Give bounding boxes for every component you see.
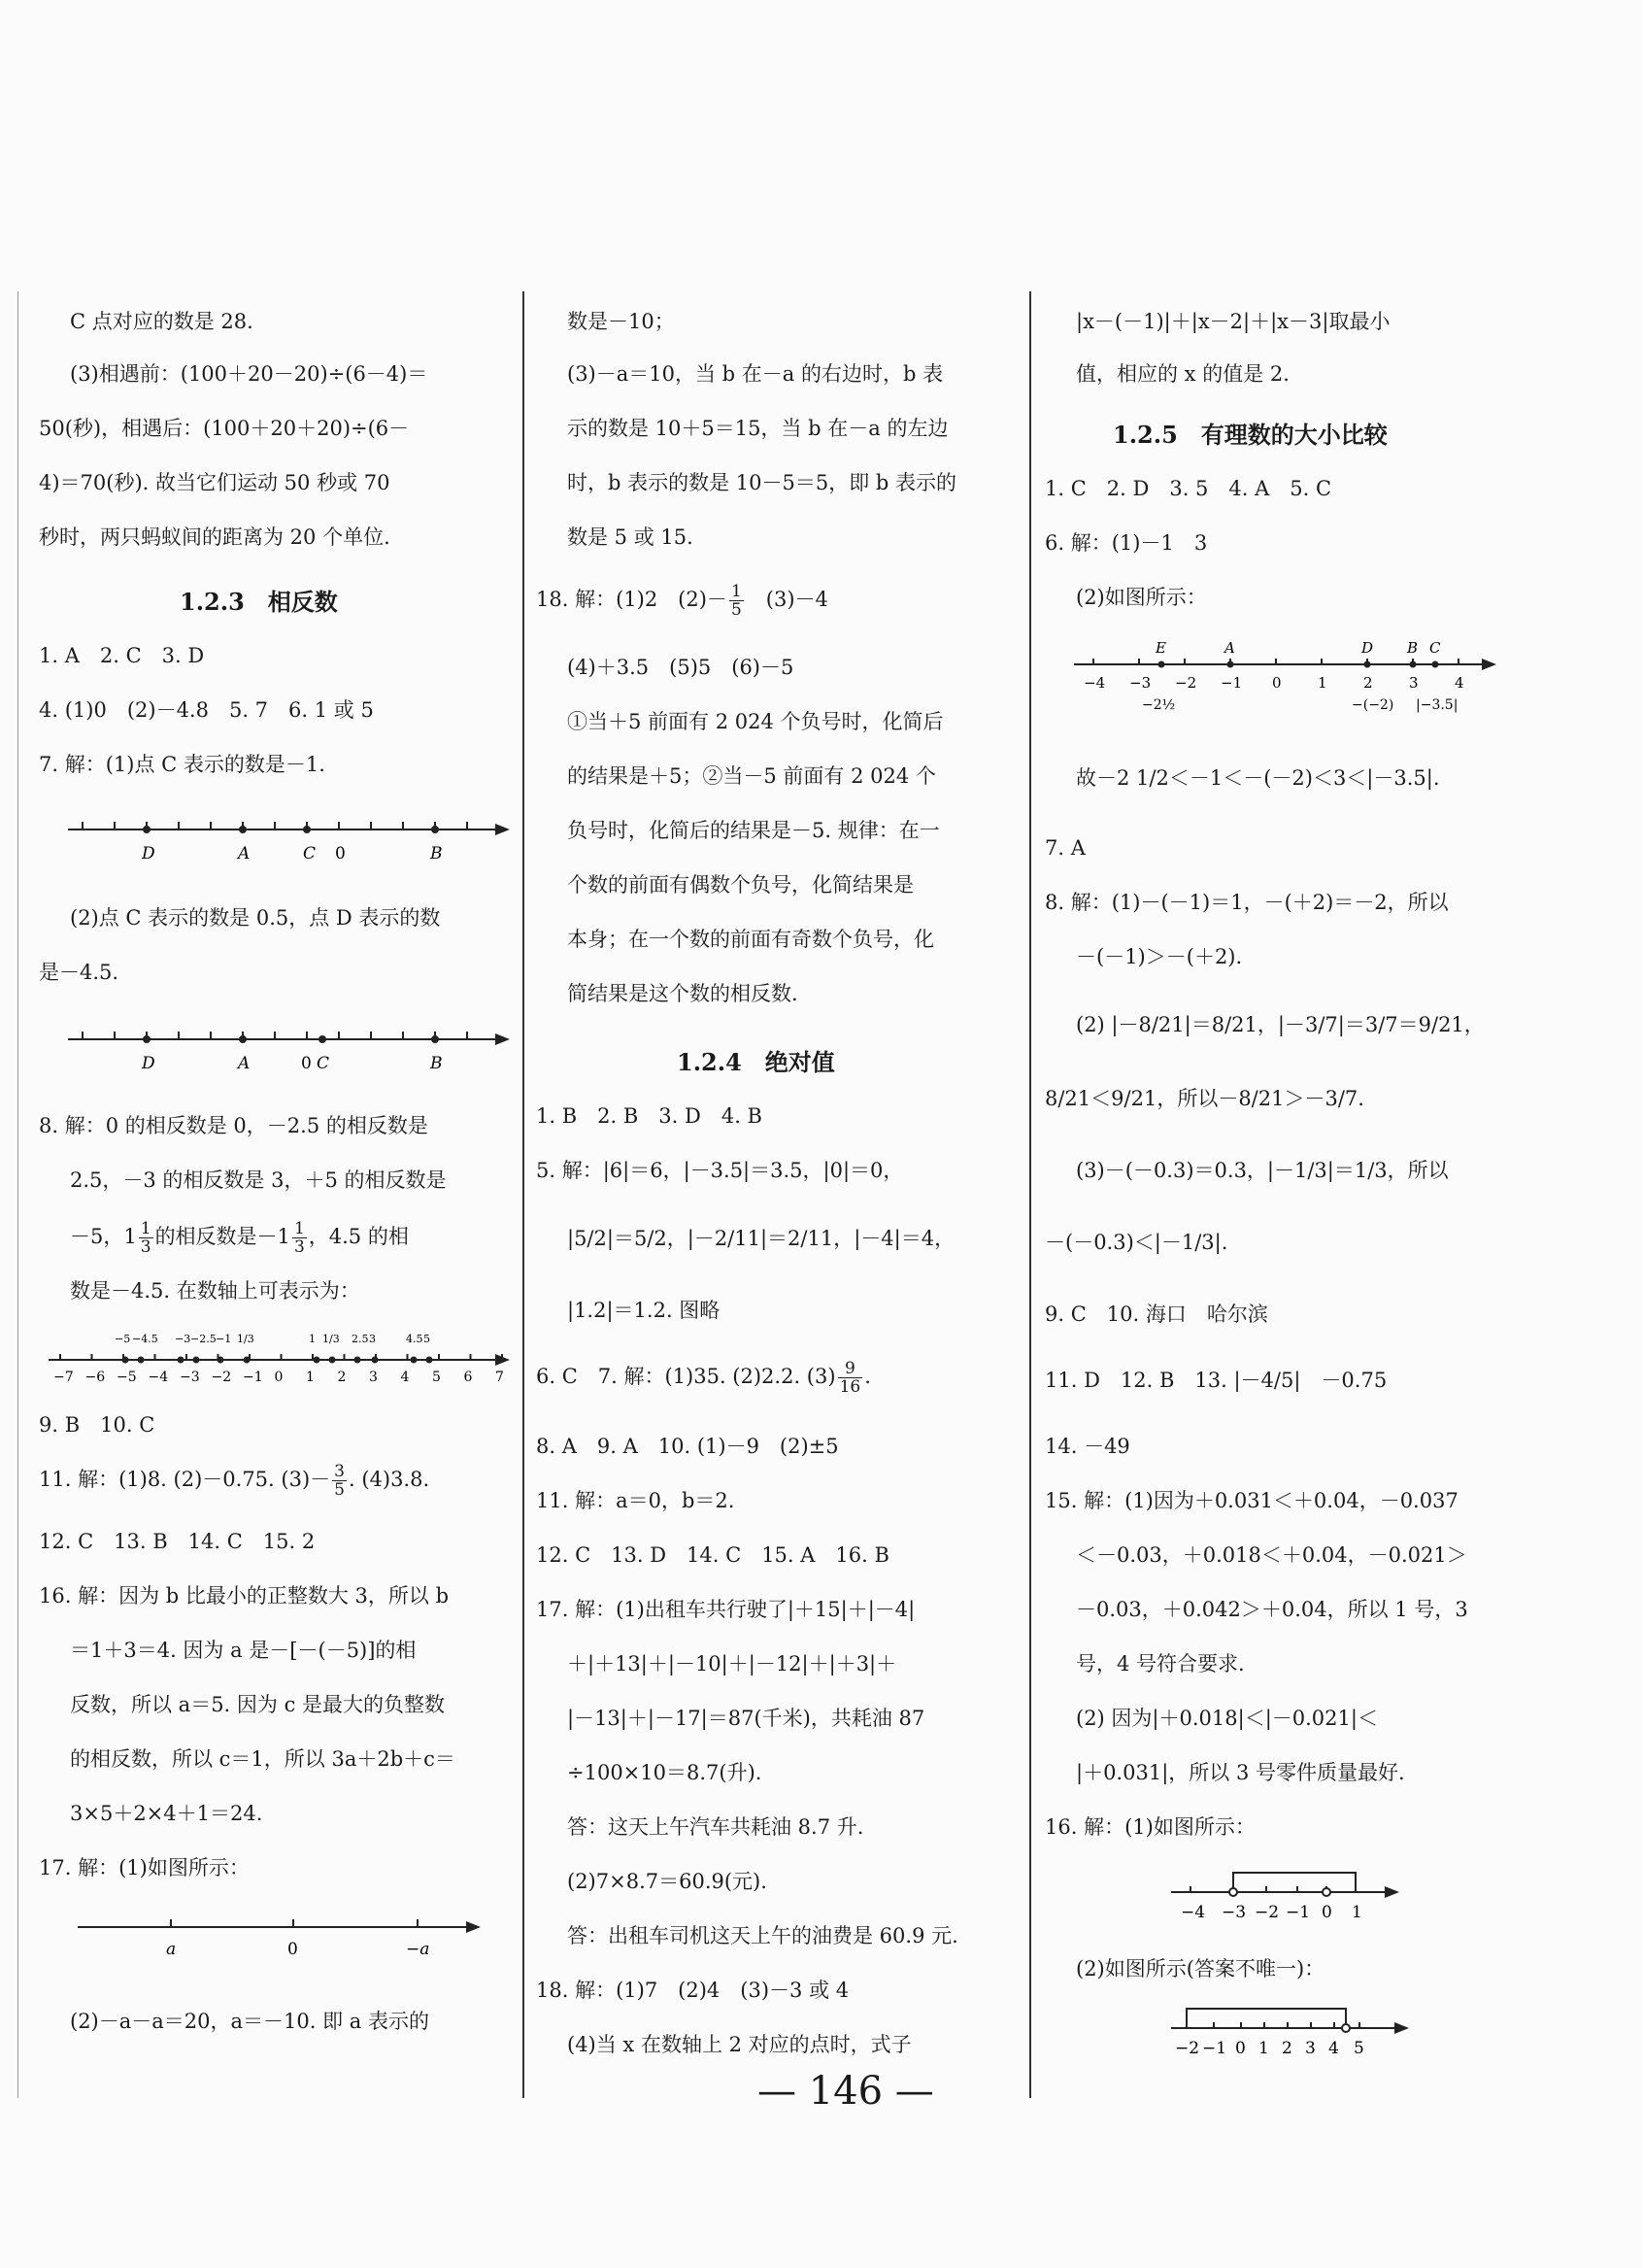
text-line: 9. B 10. C	[39, 1413, 155, 1437]
text-line: 14. －49	[1045, 1435, 1130, 1458]
point-label: 1/3	[237, 1333, 254, 1345]
text-line: (2)点 C 表示的数是 0.5，点 D 表示的数	[70, 906, 441, 930]
text-line: 1. A 2. C 3. D	[39, 644, 205, 667]
text-line: 11. D 12. B 13. |－4/5| －0.75	[1045, 1369, 1388, 1392]
text-line: 答：这天上午汽车共耗油 8.7 升.	[567, 1815, 864, 1839]
page-number: — 146 —	[757, 2069, 934, 2114]
text-line: 秒时，两只蚂蚁间的距离为 20 个单位.	[39, 525, 390, 549]
point-label: B	[1407, 639, 1419, 657]
point-label: 3	[369, 1333, 376, 1345]
point-label: C	[1429, 639, 1441, 657]
column-divider	[522, 291, 524, 2098]
tick-label: 4	[400, 1370, 410, 1385]
text-line: －0.03，＋0.042＞＋0.04，所以 1 号，3	[1076, 1598, 1468, 1621]
tick-label: −5	[117, 1370, 137, 1385]
text-line: 12. C 13. B 14. C 15. 2	[39, 1530, 316, 1553]
point-label: −3	[175, 1333, 191, 1345]
text-line: (4)当 x 在数轴上 2 对应的点时，式子	[567, 2033, 912, 2056]
number-line	[68, 806, 524, 874]
text-line: |1.2|＝1.2. 图略	[567, 1299, 721, 1322]
fraction: $\frac{1}{5}$	[730, 582, 742, 620]
tick-label: −1	[1202, 2039, 1227, 2058]
tick-label: 0	[301, 1054, 312, 1073]
tick-label: 5	[432, 1370, 441, 1385]
text-line: 故－2 1/2＜－1＜－(－2)＜3＜|－3.5|.	[1076, 766, 1440, 790]
tick-label: 1	[1352, 1903, 1362, 1922]
text-line: 示的数是 10＋5＝15，当 b 在－a 的左边	[567, 417, 949, 440]
text-line: ＝1＋3＝4. 因为 a 是－[－(－5)]的相	[70, 1639, 417, 1662]
text-line: 8. 解：(1)－(－1)＝1，－(＋2)＝－2，所以	[1045, 891, 1449, 914]
point-label: −5	[115, 1333, 131, 1345]
text-line: 11. 解：a＝0，b＝2.	[536, 1489, 735, 1512]
text-line: 12. C 13. D 14. C 15. A 16. B	[536, 1543, 889, 1567]
section-heading: 1.2.3 相反数	[180, 588, 338, 616]
text-line: 7. A	[1045, 836, 1086, 860]
tick-label: C	[317, 1054, 330, 1073]
tick-label: C	[303, 844, 317, 863]
text-line: 50(秒)，相遇后：(100＋20＋20)÷(6－	[39, 417, 410, 440]
text-line: 9. C 10. 海口 哈尔滨	[1045, 1303, 1268, 1326]
text-line: (3)－a＝10，当 b 在－a 的右边时，b 表	[567, 362, 944, 386]
point-label: 2.5	[352, 1333, 369, 1345]
tick-label: −a	[406, 1940, 430, 1959]
tick-label: A	[238, 1054, 251, 1073]
text-line: ①当＋5 前面有 2 024 个负号时，化简后	[567, 710, 944, 733]
text-line: 8. A 9. A 10. (1)－9 (2)±5	[536, 1435, 839, 1458]
tick-label: 2	[1282, 2039, 1292, 2058]
tick-label: 2	[1363, 674, 1373, 692]
text-line: 17. 解：(1)出租车共行驶了|＋15|＋|－4|	[536, 1598, 916, 1621]
point-label: −2½	[1142, 697, 1176, 713]
text-line: 的相反数，所以 c＝1，所以 3a＋2b＋c＝	[70, 1747, 455, 1771]
section-heading: 1.2.5 有理数的大小比较	[1113, 421, 1388, 449]
number-line	[39, 1325, 524, 1403]
text-line: (2) |－8/21|＝8/21，|－3/7|＝3/7＝9/21，	[1076, 1013, 1485, 1036]
tick-label: −2	[211, 1370, 232, 1385]
tick-label: −6	[84, 1370, 106, 1385]
tick-label: 0	[1322, 1903, 1332, 1922]
text-line: 个数的前面有偶数个负号，化简结果是	[567, 873, 914, 897]
tick-label: A	[238, 844, 251, 863]
point-label: 4.5	[406, 1333, 423, 1345]
tick-label: −3	[180, 1370, 200, 1385]
tick-label: B	[430, 844, 443, 863]
text-line: 6. 解：(1)－1 3	[1045, 531, 1208, 555]
text-line: 16. 解：因为 b 比最小的正整数大 3，所以 b	[39, 1584, 450, 1608]
tick-label: 3	[1305, 2039, 1316, 2058]
fraction: $\frac{1}{3}$	[293, 1219, 305, 1257]
text-line: |x－(－1)|＋|x－2|＋|x－3|取最小	[1076, 310, 1391, 333]
text-line: 答：出租车司机这天上午的油费是 60.9 元.	[567, 1924, 958, 1947]
tick-label: 0	[287, 1940, 298, 1959]
tick-label: −1	[243, 1370, 263, 1385]
text-line: (3)－(－0.3)＝0.3，|－1/3|＝1/3，所以	[1076, 1159, 1449, 1182]
text-line: |5/2|＝5/2，|－2/11|＝2/11，|－4|＝4，	[567, 1227, 956, 1250]
tick-label: 4	[1455, 674, 1464, 692]
text-line: (2)如图所示(答案不唯一)：	[1076, 1957, 1325, 1980]
text-line: (2) 因为|＋0.018|＜|－0.021|＜	[1076, 1707, 1378, 1730]
tick-label: 4	[1328, 2039, 1339, 2058]
text-line: 本身；在一个数的前面有奇数个负号，化	[567, 928, 934, 951]
number-line	[1074, 631, 1501, 738]
text-line: 8. 解：0 的相反数是 0，－2.5 的相反数是	[39, 1114, 428, 1137]
point-label: E	[1156, 639, 1166, 657]
text-line: 1. B 2. B 3. D 4. B	[536, 1104, 762, 1128]
text-line: 负号时，化简后的结果是－5. 规律：在一	[567, 819, 940, 842]
tick-label: 5	[1354, 2039, 1364, 2058]
text-line: (2)7×8.7＝60.9(元).	[567, 1870, 767, 1893]
text-line: 号，4 号符合要求.	[1076, 1652, 1245, 1676]
point-label: −1	[216, 1333, 232, 1345]
tick-label: −3	[1222, 1903, 1247, 1922]
point-label: 1	[309, 1333, 316, 1345]
text-line: 8/21＜9/21，所以－8/21＞－3/7.	[1045, 1087, 1364, 1110]
text-line: ÷100×10＝8.7(升).	[567, 1761, 762, 1784]
tick-label: D	[142, 844, 155, 863]
tick-label: 1	[1258, 2039, 1269, 2058]
fraction: $\frac{3}{5}$	[334, 1462, 345, 1500]
point-label: 5	[423, 1333, 430, 1345]
tick-label: −4	[148, 1370, 169, 1385]
text-line: 6. C 7. 解：(1)35. (2)2.2. (3) $\frac{9}{16}$ .	[536, 1359, 871, 1397]
number-line	[78, 1908, 524, 1966]
tick-label: B	[430, 1054, 443, 1073]
text-line: 16. 解：(1)如图所示：	[1045, 1815, 1256, 1839]
text-line: 4)＝70(秒). 故当它们运动 50 秒或 70	[39, 471, 390, 494]
tick-label: D	[142, 1054, 155, 1073]
text-line: 数是－4.5. 在数轴上可表示为：	[70, 1279, 360, 1303]
point-label: −4.5	[132, 1333, 158, 1345]
text-line: －5，1 $\frac{1}{3}$ 的相反数是－1 $\frac{1}{3}$ ，4.5 的相	[70, 1219, 409, 1257]
text-line: 简结果是这个数的相反数.	[567, 982, 798, 1005]
point-label: 1/3	[322, 1333, 340, 1345]
text-line: 17. 解：(1)如图所示：	[39, 1856, 250, 1879]
point-label: A	[1224, 639, 1235, 657]
number-line	[68, 1016, 524, 1084]
text-line: 值，相应的 x 的值是 2.	[1076, 362, 1290, 386]
text-line: 2.5，－3 的相反数是 3，＋5 的相反数是	[70, 1168, 447, 1192]
tick-label: 2	[337, 1370, 347, 1385]
page-left-edge	[17, 291, 18, 2098]
text-line: |－13|＋|－17|＝87(千米)，共耗油 87	[567, 1707, 925, 1730]
tick-label: a	[166, 1940, 177, 1959]
tick-label: 1	[306, 1370, 315, 1385]
text-line: 15. 解：(1)因为＋0.031＜＋0.04，－0.037	[1045, 1489, 1459, 1512]
fraction: $\frac{9}{16}$	[839, 1359, 861, 1397]
text-line: 反数，所以 a＝5. 因为 c 是最大的负整数	[70, 1693, 446, 1716]
text-line: 3×5＋2×4＋1＝24.	[70, 1802, 263, 1825]
tick-label: −1	[1221, 674, 1243, 692]
tick-label: −2	[1175, 674, 1197, 692]
text-line: |＋0.031|，所以 3 号零件质量最好.	[1076, 1761, 1405, 1784]
point-label: D	[1361, 639, 1374, 657]
tick-label: 0	[274, 1370, 284, 1385]
tick-label: −4	[1181, 1903, 1206, 1922]
number-line	[1171, 1865, 1482, 1933]
tick-label: 0	[1235, 2039, 1246, 2058]
text-line: ＜－0.03，＋0.018＜＋0.04，－0.021＞	[1076, 1543, 1467, 1567]
text-line: 5. 解：|6|＝6，|－3.5|＝3.5，|0|＝0，	[536, 1159, 904, 1182]
text-line: 是－4.5.	[39, 961, 119, 984]
tick-label: 3	[369, 1370, 378, 1385]
text-line: 7. 解：(1)点 C 表示的数是－1.	[39, 753, 325, 776]
tick-label: 0	[1272, 674, 1282, 692]
text-line: (3)相遇前：(100＋20－20)÷(6－4)＝	[70, 362, 428, 386]
tick-label: −2	[1255, 1903, 1280, 1922]
tick-label: 0	[335, 844, 346, 863]
text-line: (2)－a－a＝20，a＝－10. 即 a 表示的	[70, 2010, 429, 2033]
point-label: −(−2)	[1352, 697, 1394, 713]
column-divider	[1029, 291, 1031, 2098]
tick-label: 1	[1318, 674, 1327, 692]
tick-label: 6	[463, 1370, 473, 1385]
point-label: |−3.5|	[1416, 697, 1459, 713]
number-line	[1171, 2001, 1482, 2069]
tick-label: 7	[495, 1370, 504, 1385]
text-line: 数是－10；	[567, 310, 675, 333]
tick-label: −7	[53, 1370, 74, 1385]
text-line: 18. 解：(1)2 (2)－ $\frac{1}{5}$ (3)－4	[536, 582, 828, 620]
tick-label: −2	[1175, 2039, 1200, 2058]
text-line: 的结果是＋5；②当－5 前面有 2 024 个	[567, 764, 936, 788]
tick-label: −4	[1084, 674, 1106, 692]
text-line: ＋|＋13|＋|－10|＋|－12|＋|＋3|＋	[567, 1652, 897, 1676]
text-line: C 点对应的数是 28.	[70, 310, 253, 333]
text-line: 18. 解：(1)7 (2)4 (3)－3 或 4	[536, 1979, 850, 2002]
text-line: 1. C 2. D 3. 5 4. A 5. C	[1045, 477, 1332, 500]
text-line: 时，b 表示的数是 10－5＝5，即 b 表示的	[567, 471, 957, 494]
text-line: －(－1)＞－(＋2).	[1076, 945, 1243, 968]
tick-label: −3	[1129, 674, 1152, 692]
text-line: 4. (1)0 (2)－4.8 5. 7 6. 1 或 5	[39, 698, 374, 722]
text-line: －(－0.3)＜|－1/3|.	[1045, 1231, 1228, 1254]
fraction: $\frac{1}{3}$	[140, 1219, 151, 1257]
text-line: (2)如图所示：	[1076, 586, 1207, 609]
tick-label: −1	[1286, 1903, 1311, 1922]
text-line: 11. 解：(1)8. (2)－0.75. (3)－ $\frac{3}{5}$ . (4)3.8.	[39, 1462, 430, 1500]
point-label: −2.5	[190, 1333, 217, 1345]
tick-label: 3	[1409, 674, 1419, 692]
text-line: 数是 5 或 15.	[567, 525, 693, 549]
text-line: (4)＋3.5 (5)5 (6)－5	[567, 656, 794, 679]
section-heading: 1.2.4 绝对值	[677, 1048, 835, 1076]
